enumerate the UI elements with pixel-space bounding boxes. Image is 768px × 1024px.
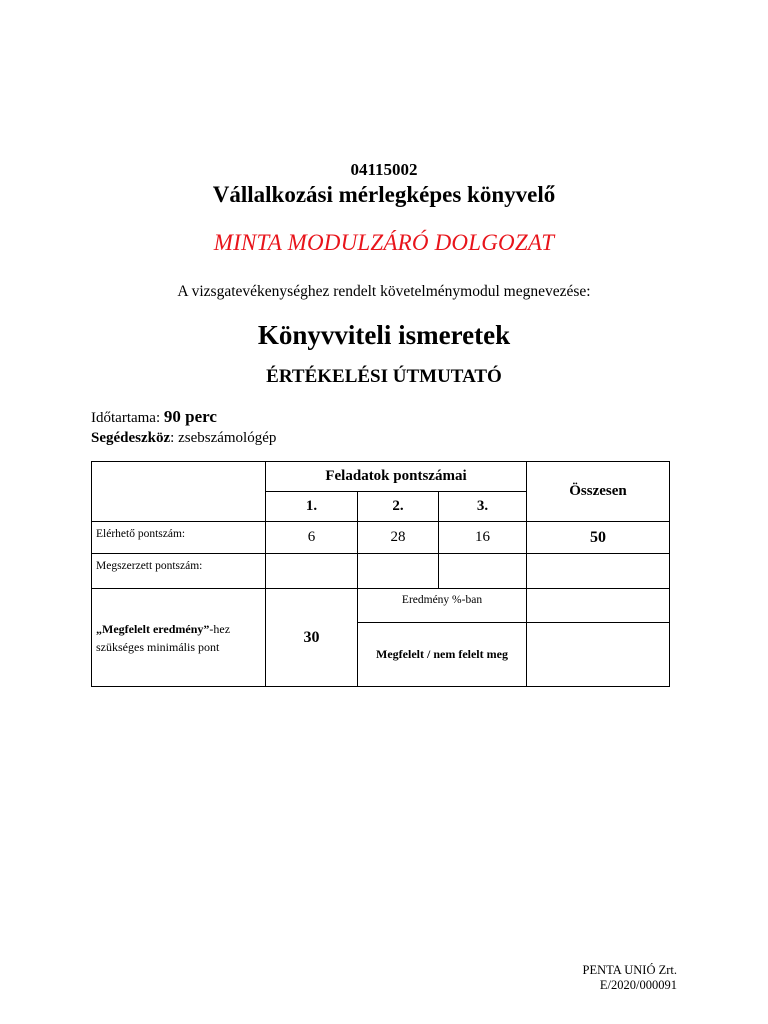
percent-value [527, 589, 670, 623]
duration-label: Időtartama: [91, 410, 161, 426]
task-header-1: 1. [266, 492, 358, 522]
achievable-value-2: 28 [358, 522, 439, 554]
document-title: Vállalkozási mérlegképes könyvelő [212, 182, 556, 207]
achievable-value-3: 16 [439, 522, 527, 554]
obtained-value-1 [266, 554, 358, 589]
duration-line [91, 407, 217, 427]
pass-fail-label: Megfelelt / nem felelt meg [358, 623, 527, 687]
min-points-label-suffix: -hez [209, 621, 231, 636]
percent-label: Eredmény %-ban [358, 589, 527, 623]
min-points-label-bold: „Megfelelt eredmény” [96, 621, 210, 636]
table-corner-cell [92, 462, 266, 522]
achievable-label: Elérhető pontszám: [92, 522, 266, 554]
obtained-label: Megszerzett pontszám: [92, 554, 266, 589]
duration-value: 90 perc [163, 407, 217, 426]
tool-value: : zsebszámológép [170, 430, 277, 446]
obtained-value-3 [439, 554, 527, 589]
tool-label: Segédeszköz [91, 430, 171, 446]
footer [583, 963, 677, 993]
obtained-total [527, 554, 670, 589]
score-table [91, 461, 670, 687]
total-header: Összesen [527, 462, 670, 522]
achievable-value-1: 6 [266, 522, 358, 554]
footer-company: PENTA UNIÓ Zrt. [582, 963, 677, 977]
module-name: Könyvviteli ismeretek [257, 320, 511, 350]
min-points-label-line2: szükséges minimális pont [96, 639, 220, 654]
document-code: 04115002 [350, 160, 418, 179]
pass-fail-value [527, 623, 670, 687]
footer-reference: E/2020/000091 [599, 978, 677, 992]
document-subtitle: MINTA MODULZÁRÓ DOLGOZAT [213, 230, 555, 255]
min-points-label [92, 589, 266, 687]
task-header-2: 2. [358, 492, 439, 522]
module-intro: A vizsgatevékenységhez rendelt követelménymodul megnevezése: [177, 283, 591, 300]
group-header: Feladatok pontszámai [266, 462, 527, 492]
min-points-value: 30 [266, 589, 358, 687]
task-header-3: 3. [439, 492, 527, 522]
guide-heading: ÉRTÉKELÉSI ÚTMUTATÓ [266, 366, 502, 387]
achievable-total: 50 [527, 522, 670, 554]
obtained-value-2 [358, 554, 439, 589]
tool-line [91, 430, 276, 447]
